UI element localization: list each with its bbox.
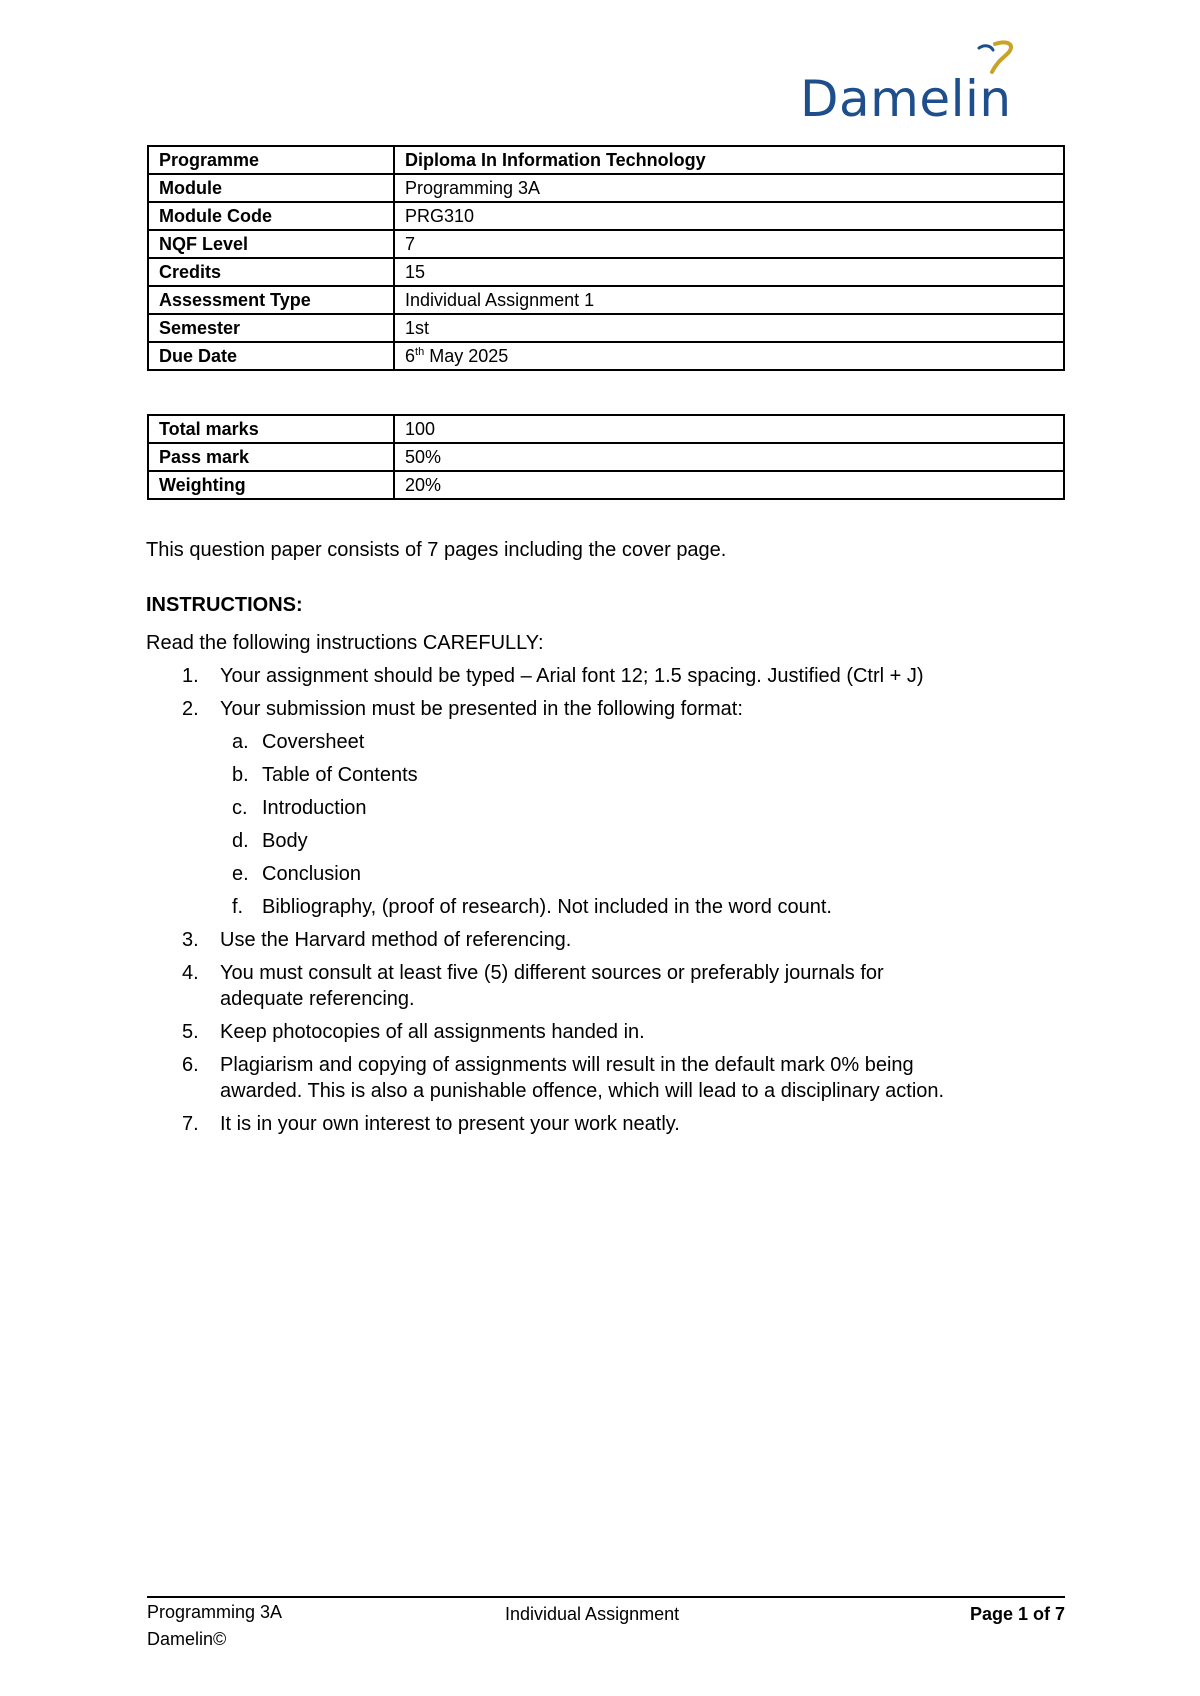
due-date-rest: May 2025 <box>424 346 509 366</box>
row-value: 7 <box>394 230 1064 258</box>
due-date-value <box>394 342 1064 370</box>
list-item <box>146 696 1066 920</box>
item-number: 4. <box>182 962 199 984</box>
table-row <box>148 146 1064 174</box>
row-value: 15 <box>394 258 1064 286</box>
sub-list-item <box>146 894 1066 920</box>
table-row <box>148 202 1064 230</box>
due-date-ordinal: th <box>415 346 425 358</box>
sub-item-text: Bibliography, (proof of research). Not included in the word count. <box>262 896 832 918</box>
table-row <box>148 286 1064 314</box>
list-item <box>146 960 1066 1012</box>
sub-list-item <box>146 762 1066 788</box>
row-value: 1st <box>394 314 1064 342</box>
marks-table <box>147 414 1065 500</box>
row-label: Module Code <box>148 202 394 230</box>
list-item <box>146 663 1066 689</box>
row-value: Diploma In Information Technology <box>394 146 1064 174</box>
sub-list-item <box>146 729 1066 755</box>
row-label: Due Date <box>148 342 394 370</box>
row-value: PRG310 <box>394 202 1064 230</box>
row-label: Module <box>148 174 394 202</box>
due-date-day: 6 <box>405 346 416 366</box>
item-text: Plagiarism and copying of assignments will result in the default mark 0% being <box>220 1054 914 1076</box>
sub-item-text: Conclusion <box>262 863 361 885</box>
footer-assessment: Individual Assignment <box>505 1604 680 1624</box>
item-number: 3. <box>182 929 199 951</box>
row-label: NQF Level <box>148 230 394 258</box>
pages-note: This question paper consists of 7 pages including the cover page. <box>146 539 727 561</box>
item-number: 6. <box>182 1054 199 1076</box>
table-row <box>148 415 1064 443</box>
item-text: Your assignment should be typed – Arial font 12; 1.5 spacing. Justified (Ctrl + J) <box>220 665 924 687</box>
item-number: 1. <box>182 665 199 687</box>
sub-item-text: Body <box>262 830 308 852</box>
item-text: You must consult at least five (5) different sources or preferably journals for <box>220 962 884 984</box>
table-row <box>148 314 1064 342</box>
row-label: Total marks <box>148 415 394 443</box>
list-item <box>146 1052 1066 1104</box>
sub-list-item <box>146 795 1066 821</box>
item-text-continued: adequate referencing. <box>220 988 415 1010</box>
sub-item-text: Introduction <box>262 797 367 819</box>
damelin-logo <box>800 38 1040 138</box>
row-label: Credits <box>148 258 394 286</box>
table-row <box>148 230 1064 258</box>
item-number: 5. <box>182 1021 199 1043</box>
sub-item-letter: a. <box>232 731 249 753</box>
sub-item-letter: d. <box>232 830 249 852</box>
sub-item-letter: e. <box>232 863 249 885</box>
row-label: Pass mark <box>148 443 394 471</box>
footer-module: Programming 3A <box>147 1602 283 1622</box>
row-label: Semester <box>148 314 394 342</box>
item-number: 7. <box>182 1113 199 1135</box>
row-value: 50% <box>394 443 1064 471</box>
instructions-heading: INSTRUCTIONS: <box>146 594 303 616</box>
row-value: 100 <box>394 415 1064 443</box>
list-item <box>146 927 1066 953</box>
format-sublist <box>220 729 1066 920</box>
row-label: Weighting <box>148 471 394 499</box>
footer-copyright: Damelin© <box>147 1629 227 1649</box>
sub-list-item <box>146 828 1066 854</box>
item-text: Use the Harvard method of referencing. <box>220 929 572 951</box>
sub-item-letter: c. <box>232 797 248 819</box>
row-value: Programming 3A <box>394 174 1064 202</box>
table-row <box>148 174 1064 202</box>
sub-item-letter: f. <box>232 896 244 918</box>
sub-item-letter: b. <box>232 764 249 786</box>
item-text: Your submission must be presented in the following format: <box>220 698 743 720</box>
sub-item-text: Table of Contents <box>262 764 418 786</box>
footer-divider <box>147 1596 1065 1598</box>
item-text-continued: awarded. This is also a punishable offence, which will lead to a disciplinary action. <box>220 1080 945 1102</box>
footer-page-number: Page 1 of 7 <box>969 1604 1065 1624</box>
sub-item-text: Coversheet <box>262 731 365 753</box>
table-row <box>148 342 1064 370</box>
instructions-list <box>146 663 1066 1144</box>
instructions-intro: Read the following instructions CAREFULLY: <box>146 632 544 654</box>
item-number: 2. <box>182 698 199 720</box>
row-label: Programme <box>148 146 394 174</box>
item-text: Keep photocopies of all assignments handed in. <box>220 1021 645 1043</box>
item-text: It is in your own interest to present your work neatly. <box>220 1113 680 1135</box>
table-row <box>148 258 1064 286</box>
list-item <box>146 1111 1066 1137</box>
row-value: 20% <box>394 471 1064 499</box>
table-row <box>148 471 1064 499</box>
list-item <box>146 1019 1066 1045</box>
row-label: Assessment Type <box>148 286 394 314</box>
row-value: Individual Assignment 1 <box>394 286 1064 314</box>
module-details-table <box>147 145 1065 371</box>
table-row <box>148 443 1064 471</box>
logo-wordmark: Damelin <box>800 70 1012 128</box>
sub-list-item <box>146 861 1066 887</box>
